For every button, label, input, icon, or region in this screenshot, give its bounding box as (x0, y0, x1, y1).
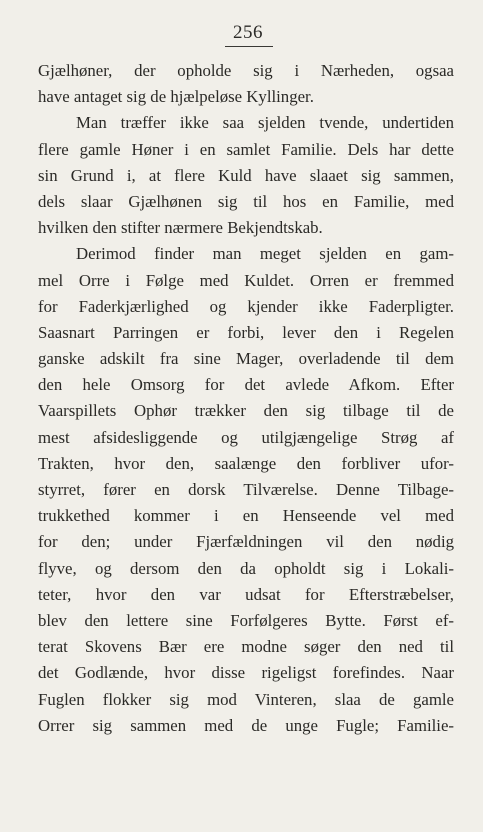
text-line: blev den lettere sine Forfølgeres Bytte. Først ef- (38, 610, 454, 630)
text-line: styrret, fører en dorsk Tilværelse. Denne Tilbage- (38, 480, 454, 499)
text-line: for den; under Fjærfældningen vil den nødig (38, 532, 454, 552)
text-line: Man træffer ikke saa sjelden tvende, undertiden (76, 113, 454, 133)
text-line: Orrer sig sammen med de unge Fugle; Familie- (38, 715, 454, 735)
text-line: Fuglen flokker sig mod Vinteren, slaa de gamle (38, 689, 454, 709)
text-line: have antaget sig de hjælpeløse Kyllinger. (38, 87, 314, 107)
text-line: teter, hvor den var udsat for Efterstræbelser, (38, 584, 454, 604)
text-line: Gjælhøner, der opholde sig i Nærheden, ogsaa (38, 61, 454, 80)
text-line: Trakten, hvor den, saalænge den forbliver ufor- (38, 453, 454, 473)
page-number: 256 (233, 22, 263, 43)
text-line: det Godlænde, hvor disse rigeligst forefindes. Naar (38, 663, 454, 683)
text-line: hvilken den stifter nærmere Bekjendtskab. (38, 218, 323, 238)
text-line: for Faderkjærlighed og kjender ikke Faderpligter. (38, 296, 454, 316)
text-line: mel Orre i Følge med Kuldet. Orren er fremmed (38, 270, 454, 290)
text-line: Vaarspillets Ophør trækker den sig tilbage til de (38, 401, 454, 421)
text-line: sin Grund i, at flere Kuld have slaaet sig sammen, (38, 165, 454, 185)
text-line: den hele Omsorg for det avlede Afkom. Efter (38, 375, 454, 395)
text-line: flyve, og dersom den da opholdt sig i Lokali- (38, 558, 454, 578)
text-line: Derimod finder man meget sjelden en gam- (76, 244, 454, 264)
text-line: dels slaar Gjælhønen sig til hos en Familie, med (38, 191, 454, 211)
body-text (38, 58, 454, 739)
text-line: Saasnart Parringen er forbi, lever den i Regelen (38, 322, 454, 342)
text-line: trukkethed kommer i en Henseende vel med (38, 506, 454, 526)
text-line: terat Skovens Bær ere modne søger den ned til (38, 637, 454, 657)
page-number-underline (225, 46, 273, 47)
text-line: mest afsidesliggende og utilgjængelige Strøg af (38, 427, 454, 447)
text-line: flere gamle Høner i en samlet Familie. Dels har dette (38, 139, 454, 159)
text-line: ganske adskilt fra sine Mager, overladende til dem (38, 349, 454, 369)
